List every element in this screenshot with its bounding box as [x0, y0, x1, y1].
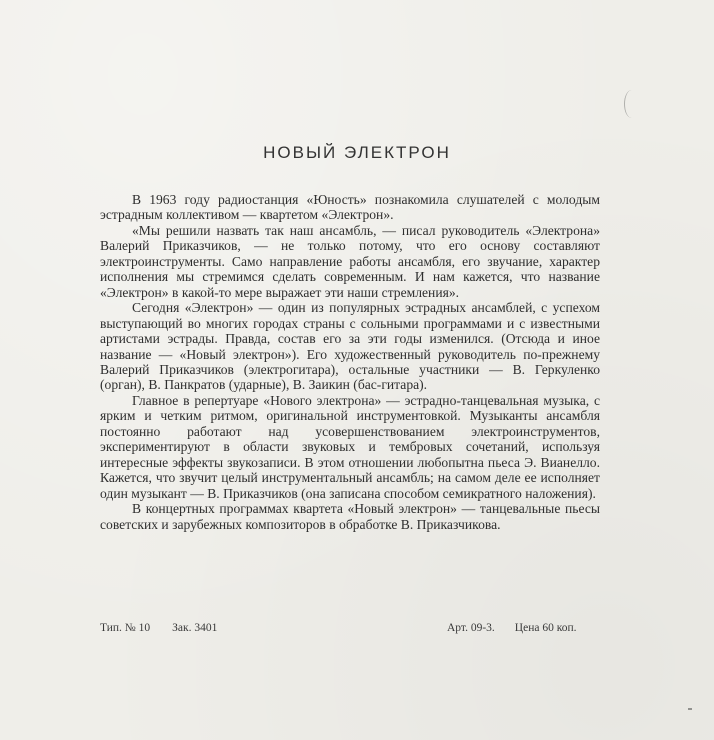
print-shop-number: Тип. № 10 [100, 622, 151, 634]
paragraph-1: В 1963 году радиостанция «Юность» познакомила слушателей с молодым эстрадным коллективом — квартетом «Электрон». [100, 192, 600, 223]
paragraph-2: «Мы решили назвать так наш ансамбль, — писал руководитель «Электрона» Валерий Приказчиков, — не только потому, что его основу составляют электроинструменты. Само направление работы ансамбля, его звучание, характер исполнения мы стремимся сделать современным. И нам кажется, что название «Электрон» в какой-то мере выражает эти наши стремления». [100, 222, 600, 300]
paper-mark [624, 90, 639, 118]
paper-speck [688, 708, 692, 710]
paragraph-5: В концертных программах квартета «Новый электрон» — танцевальные пьесы советских и зарубежных композиторов в обработке В. Приказчикова. [100, 501, 600, 532]
imprint-left [100, 622, 217, 634]
article-number: Арт. 09-3. [447, 622, 495, 634]
imprint-right [447, 622, 576, 634]
document-body [100, 192, 600, 532]
order-number: Зак. 3401 [172, 622, 218, 634]
paragraph-4: Главное в репертуаре «Нового электрона» — эстрадно-танцевальная музыка, с ярким и четким ритмом, оригинальной инструментовкой. Музыканты ансамбля постоянно работают над усовершенствованием электроинструментов, экспериментируют в области звуковых и тембровых сочетаний, используя интересные эффекты звукозаписи. В этом отношении любопытна пьеса Э. Вианелло. Кажется, что звучит целый инструментальный ансамбль; на самом деле ее исполняет один музыкант — В. Приказчиков (она записана способом семикратного наложения). [100, 392, 600, 501]
price: Цена 60 коп. [514, 622, 577, 634]
document-title: НОВЫЙ ЭЛЕКТРОН [263, 143, 451, 162]
paragraph-3: Сегодня «Электрон» — один из популярных эстрадных ансамблей, с успехом выступающий во многих городах страны с сольными программами и с известными артистами эстрады. Правда, состав его за эти годы изменился. (Отсюда и иное название — «Новый электрон»). Его художественный руководитель по-прежнему Валерий Приказчиков (электрогитара), остальные участники — В. Геркуленко (орган), В. Панкратов (ударные), В. Заикин (бас-гитара). [100, 300, 600, 393]
